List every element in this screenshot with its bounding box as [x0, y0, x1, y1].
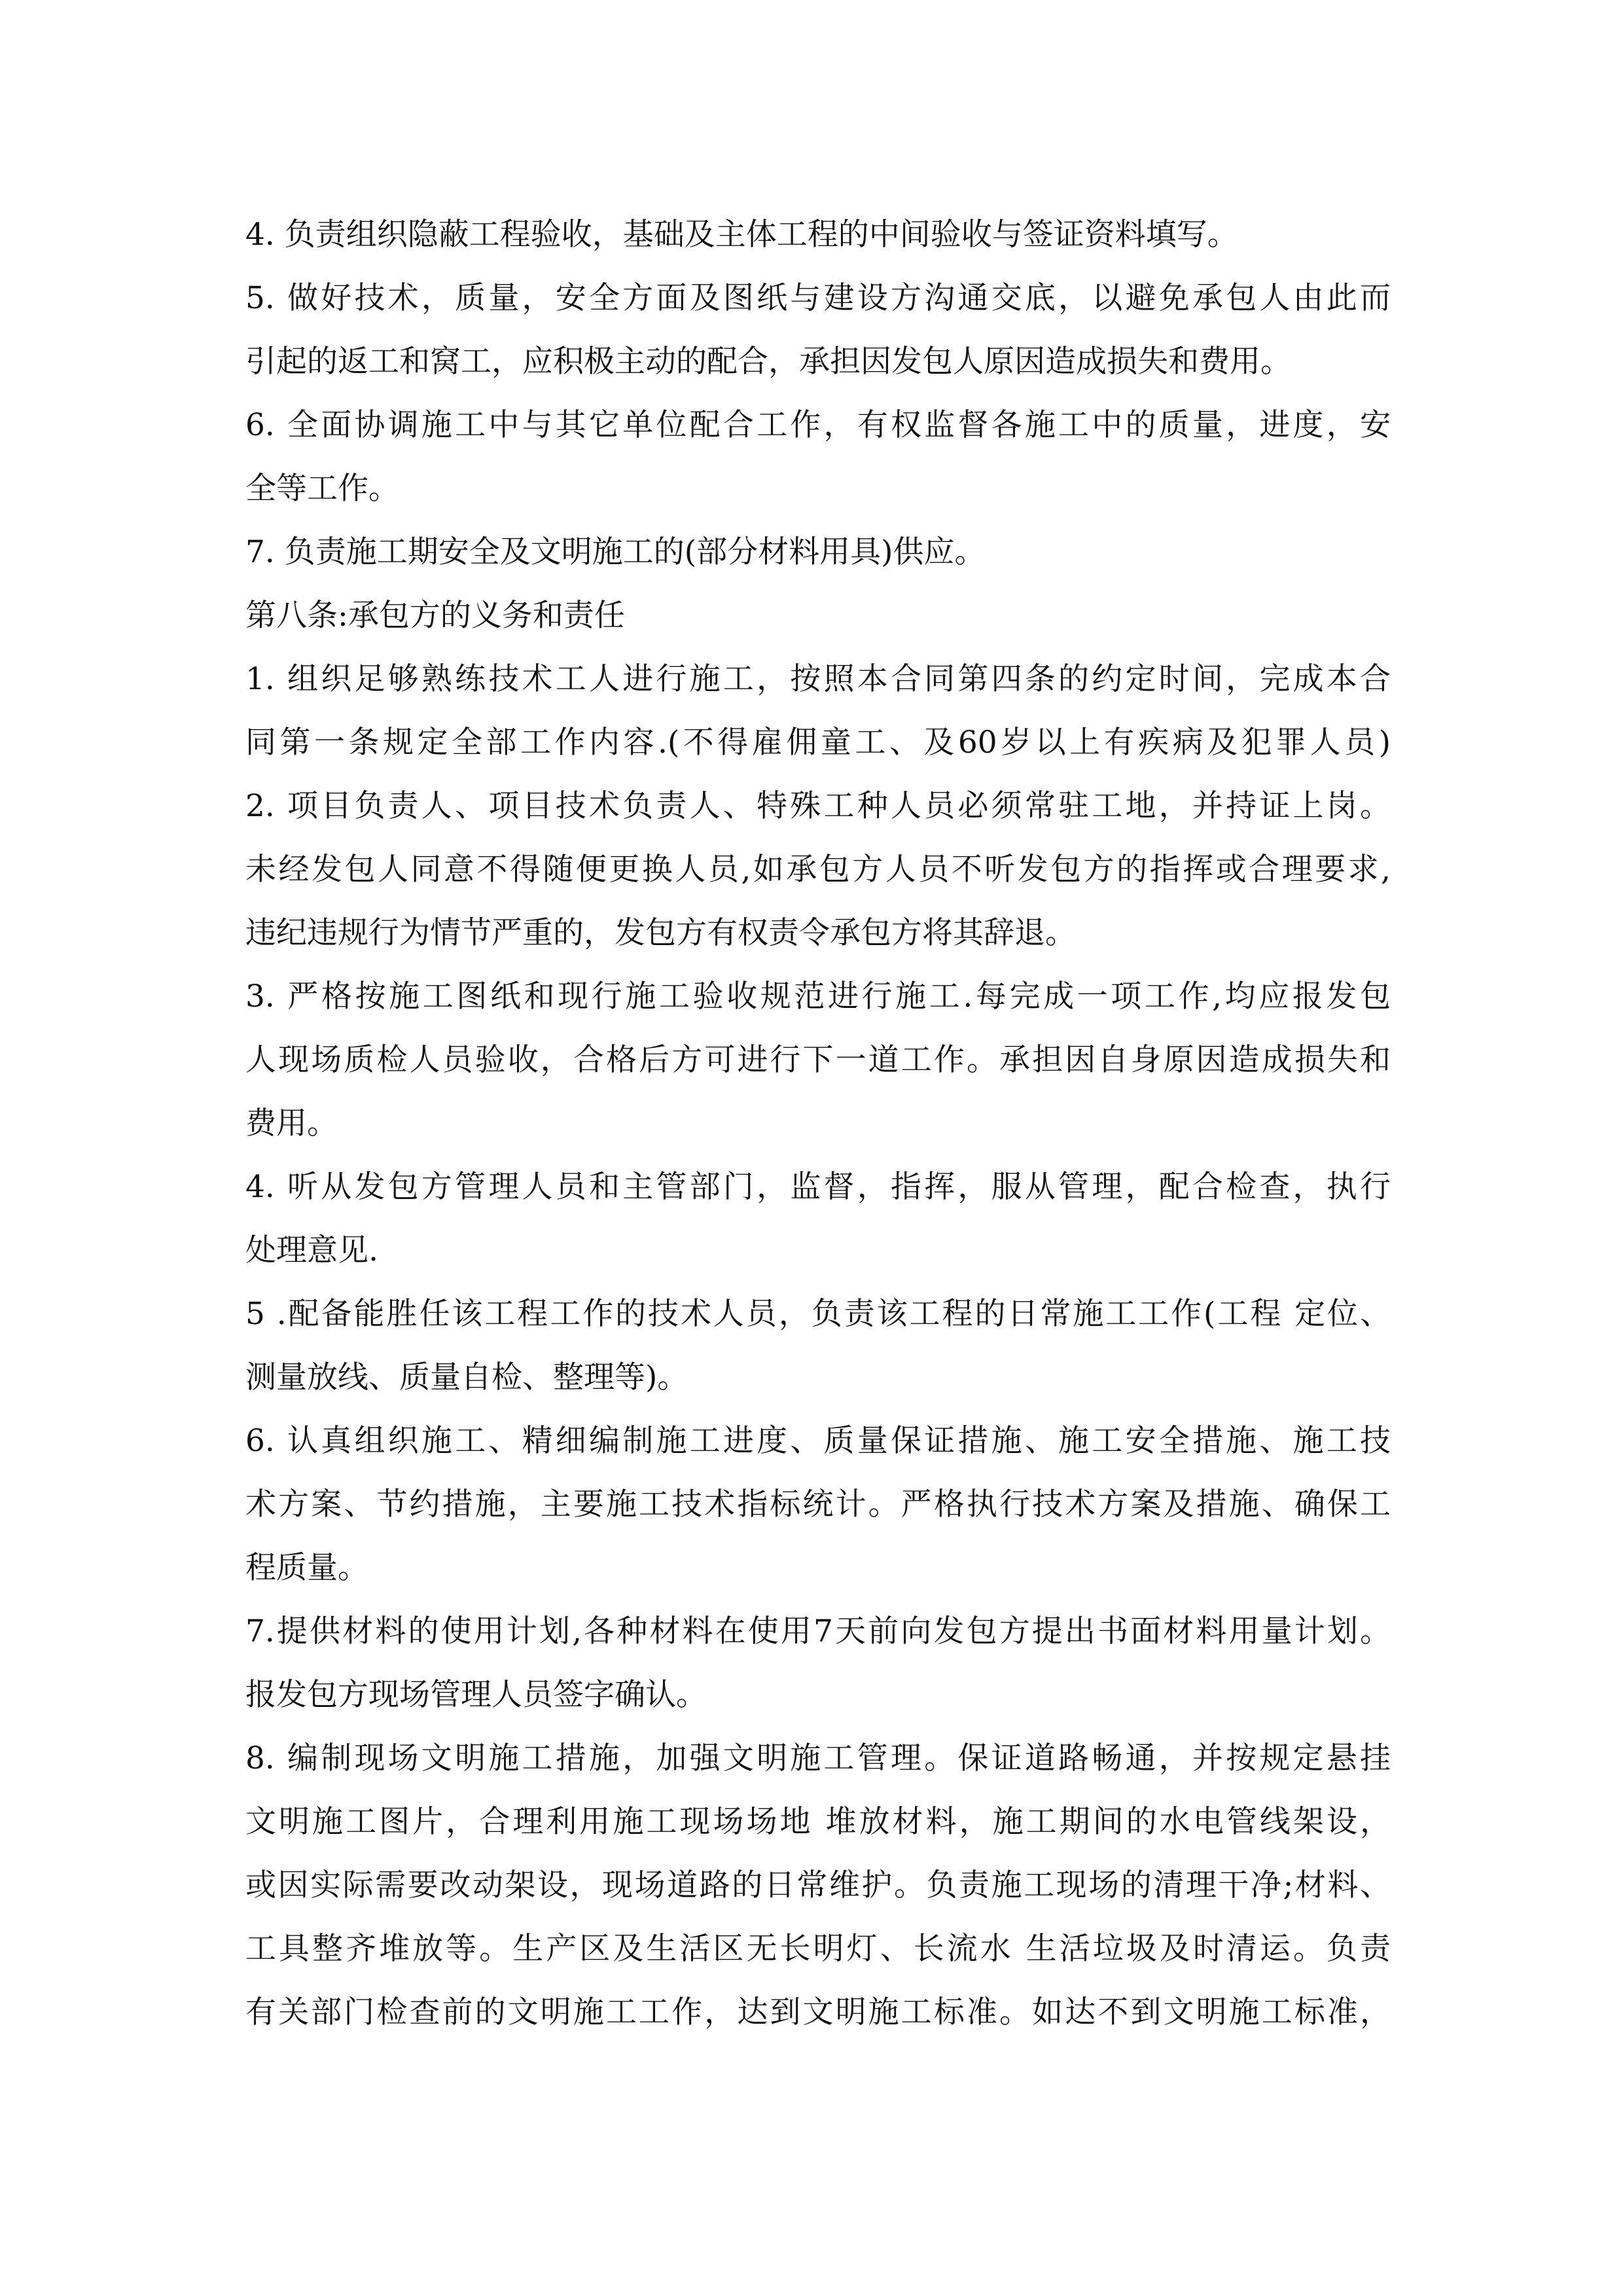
- text-line: 5. 做好技术，质量，安全方面及图纸与建设方沟通交底，以避免承包人由此而: [245, 280, 1391, 316]
- text-line: 3. 严格按施工图纸和现行施工验收规范进行施工.每完成一项工作,均应报发包: [245, 978, 1391, 1014]
- text-line: 有关部门检查前的文明施工工作，达到文明施工标准。如达不到文明施工标准，: [245, 1994, 1391, 2030]
- text-line: 人现场质检人员验收，合格后方可进行下一道工作。承担因自身原因造成损失和: [245, 1042, 1391, 1078]
- text-line: 术方案、节约措施，主要施工技术指标统计。严格执行技术方案及措施、确保工: [245, 1486, 1391, 1522]
- text-line: 或因实际需要改动架设，现场道路的日常维护。负责施工现场的清理干净;材料、: [245, 1867, 1391, 1903]
- text-line: 程质量。: [245, 1550, 368, 1586]
- text-line: 未经发包人同意不得随便更换人员,如承包方人员不听发包方的指挥或合理要求,: [245, 852, 1391, 888]
- text-line: 文明施工图片，合理利用施工现场场地 堆放材料，施工期间的水电管线架设，: [245, 1804, 1391, 1840]
- text-line: 4. 负责组织隐蔽工程验收，基础及主体工程的中间验收与签证资料填写。: [245, 217, 1238, 253]
- contract-text-body: [245, 203, 1391, 2044]
- text-line: 6. 认真组织施工、精细编制施工进度、质量保证措施、施工安全措施、施工技: [245, 1423, 1391, 1459]
- section-heading: 第八条:承包方的义务和责任: [245, 598, 625, 634]
- text-line: 处理意见.: [245, 1232, 378, 1268]
- text-line: 8. 编制现场文明施工措施，加强文明施工管理。保证道路畅通，并按规定悬挂: [245, 1740, 1391, 1776]
- text-line: 同第一条规定全部工作内容.(不得雇佣童工、及60岁以上有疾病及犯罪人员): [245, 725, 1391, 761]
- text-line: 6. 全面协调施工中与其它单位配合工作，有权监督各施工中的质量，进度，安: [245, 407, 1391, 443]
- text-line: 5 .配备能胜任该工程工作的技术人员，负责该工程的日常施工工作(工程 定位、: [245, 1296, 1391, 1332]
- text-line: 报发包方现场管理人员签字确认。: [245, 1677, 707, 1713]
- text-line: 工具整齐堆放等。生产区及生活区无长明灯、长流水 生活垃圾及时清运。负责: [245, 1931, 1391, 1967]
- text-line: 全等工作。: [245, 471, 399, 507]
- text-line: 7.提供材料的使用计划,各种材料在使用7天前向发包方提出书面材料用量计划。: [245, 1613, 1391, 1649]
- text-line: 费用。: [245, 1105, 338, 1141]
- text-line: 2. 项目负责人、项目技术负责人、特殊工种人员必须常驻工地，并持证上岗。: [245, 788, 1391, 824]
- text-line: 违纪违规行为情节严重的，发包方有权责令承包方将其辞退。: [245, 915, 1076, 951]
- text-line: 测量放线、质量自检、整理等)。: [245, 1359, 688, 1395]
- text-line: 1. 组织足够熟练技术工人进行施工，按照本合同第四条的约定时间，完成本合: [245, 661, 1391, 697]
- text-line: 7. 负责施工期安全及文明施工的(部分材料用具)供应。: [245, 534, 986, 570]
- text-line: 引起的返工和窝工，应积极主动的配合，承担因发包人原因造成损失和费用。: [245, 344, 1291, 380]
- text-line: 4. 听从发包方管理人员和主管部门，监督，指挥，服从管理，配合检查，执行: [245, 1169, 1391, 1205]
